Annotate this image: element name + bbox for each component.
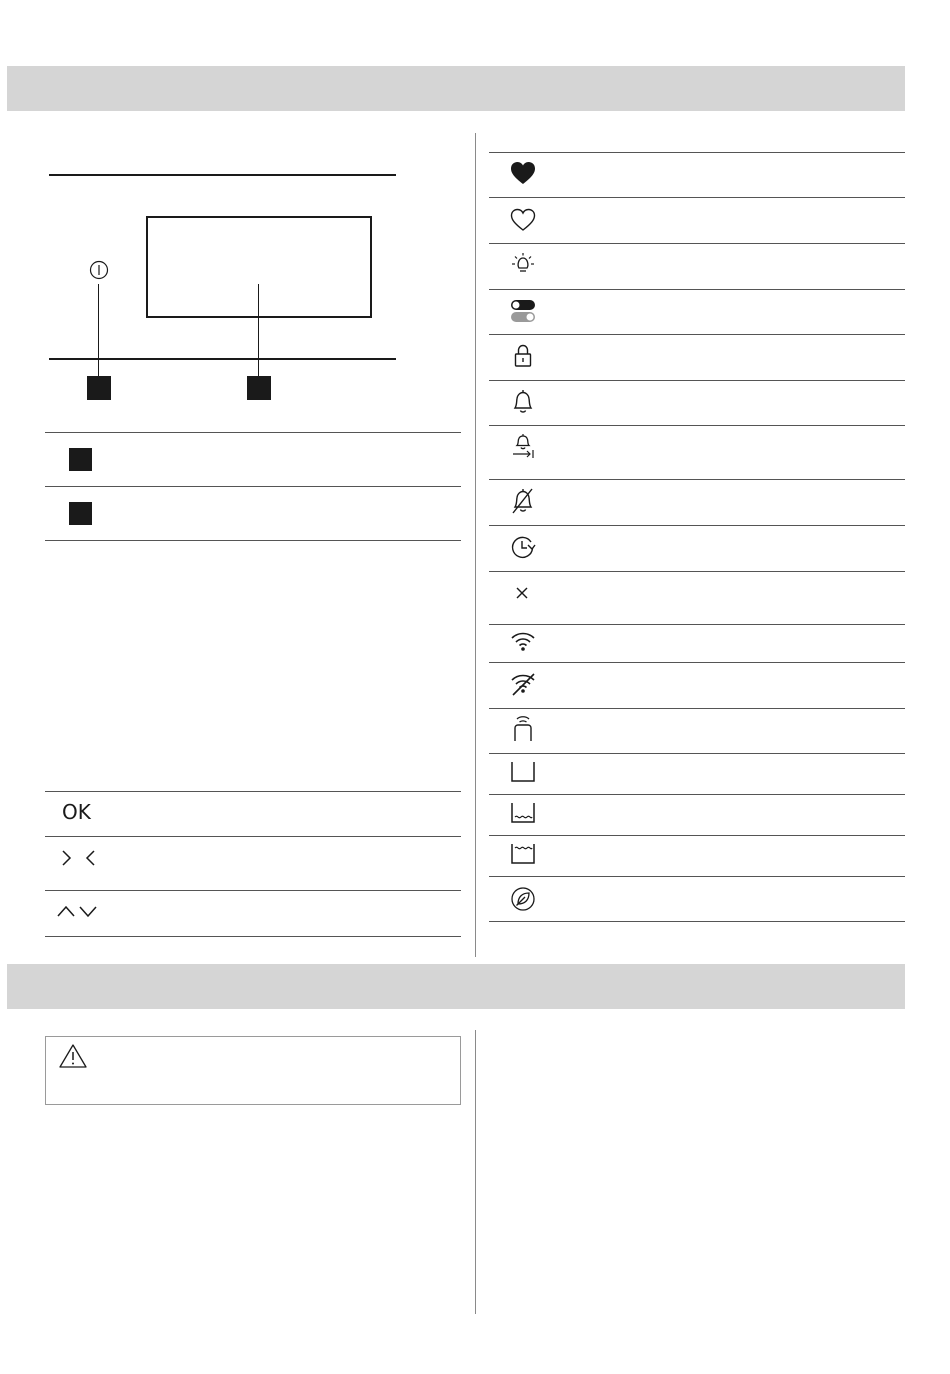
water-tank-full-icon — [509, 842, 537, 866]
water-tank-empty-icon — [509, 760, 537, 784]
right-left-arrows-icon[interactable] — [58, 848, 100, 868]
table-rule — [45, 936, 461, 937]
bell-icon — [509, 388, 537, 416]
display-frame — [146, 216, 372, 318]
table-rule — [45, 486, 461, 487]
panel-bottom-edge — [49, 358, 396, 360]
table-rule — [489, 479, 905, 480]
light-bulb-icon — [509, 252, 537, 278]
table-rule — [489, 525, 905, 526]
power-icon[interactable] — [88, 259, 110, 281]
table-rule — [489, 753, 905, 754]
table-rule — [489, 876, 905, 877]
legend-marker-2 — [69, 502, 92, 525]
table-rule — [489, 794, 905, 795]
table-rule — [45, 836, 461, 837]
table-rule — [489, 662, 905, 663]
table-rule — [489, 921, 905, 922]
legend-marker-1 — [69, 448, 92, 471]
table-rule — [489, 835, 905, 836]
callout-marker-1 — [87, 376, 111, 400]
warning-triangle-icon — [58, 1043, 88, 1069]
table-rule — [489, 425, 905, 426]
callout-marker-2 — [247, 376, 271, 400]
oven-cavity-signal-icon — [509, 714, 537, 744]
close-icon — [513, 584, 531, 602]
section-header-band-bottom — [7, 964, 905, 1009]
warning-box — [45, 1036, 461, 1105]
table-rule — [489, 380, 905, 381]
column-divider-top — [475, 133, 476, 957]
column-divider-bottom — [475, 1030, 476, 1314]
table-rule — [489, 152, 905, 153]
table-rule — [489, 624, 905, 625]
table-rule — [45, 890, 461, 891]
table-rule — [489, 243, 905, 244]
heart-filled-icon — [509, 160, 537, 186]
table-rule — [45, 432, 461, 433]
eco-leaf-icon — [509, 885, 537, 913]
display-callout-line — [258, 284, 259, 376]
table-rule — [489, 708, 905, 709]
ok-label[interactable]: OK — [62, 800, 91, 824]
wifi-icon — [509, 630, 537, 654]
wifi-off-icon — [509, 671, 537, 697]
table-rule — [45, 791, 461, 792]
bell-muted-icon — [509, 487, 537, 515]
table-rule — [489, 571, 905, 572]
timer-icon — [509, 533, 537, 561]
panel-top-edge — [49, 174, 396, 176]
table-rule — [489, 334, 905, 335]
toggle-switch-icon — [509, 299, 537, 325]
table-rule — [45, 540, 461, 541]
section-header-band-top — [7, 66, 905, 111]
lock-icon — [509, 343, 537, 369]
water-tank-low-icon — [509, 801, 537, 825]
up-down-arrows-icon[interactable] — [55, 903, 101, 919]
bell-skip-icon — [509, 433, 537, 461]
table-rule — [489, 289, 905, 290]
table-rule — [489, 197, 905, 198]
power-callout-line — [98, 284, 99, 376]
heart-outline-icon — [509, 207, 537, 233]
